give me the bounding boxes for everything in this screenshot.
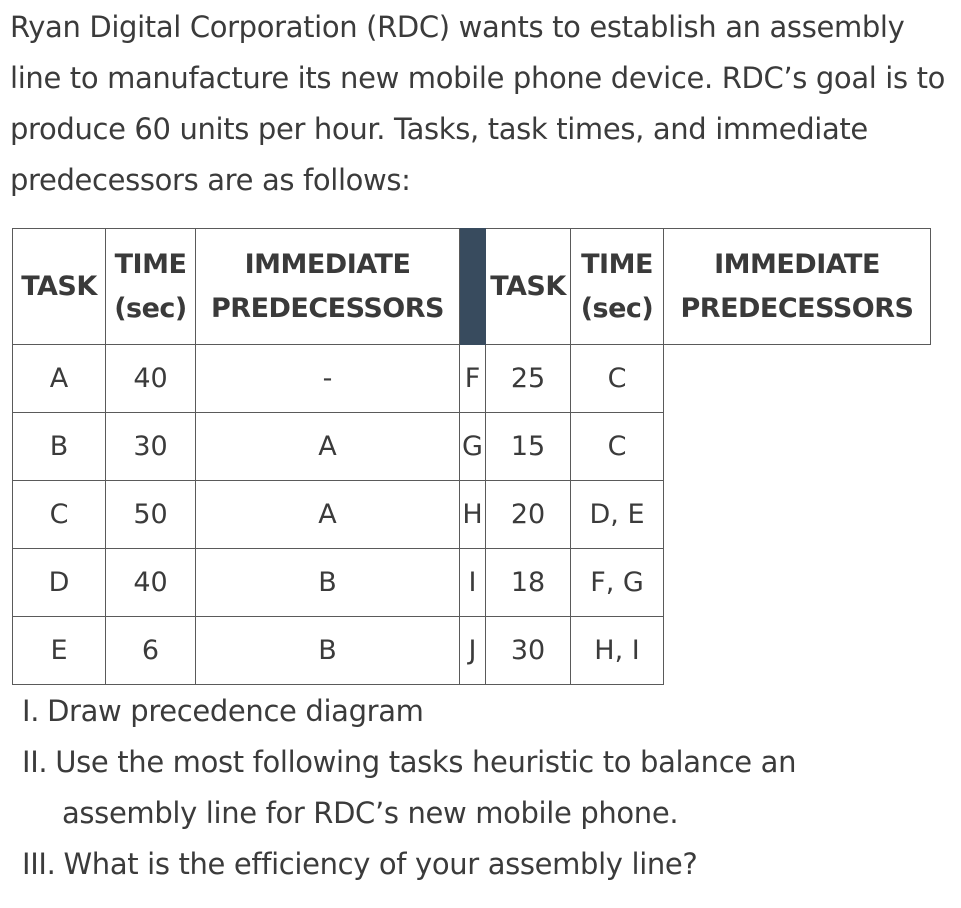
time-cell: 30 <box>106 413 196 481</box>
header-pred-label-1: IMMEDIATE <box>244 248 411 280</box>
header-pred-label-1: IMMEDIATE <box>714 248 880 280</box>
time-cell: 6 <box>106 617 196 685</box>
header-task-left: TASK <box>13 229 106 345</box>
predecessors-cell: A <box>196 413 460 481</box>
question-list <box>22 686 952 890</box>
question-text: Draw precedence diagram <box>47 694 424 728</box>
predecessors-cell: B <box>196 549 460 617</box>
table-row <box>13 617 931 685</box>
question-item <box>22 686 952 737</box>
time-cell: 25 <box>486 345 571 413</box>
table-row <box>13 549 931 617</box>
header-time-unit: (sec) <box>580 292 654 324</box>
table-divider <box>460 229 486 345</box>
header-time-unit: (sec) <box>114 292 187 324</box>
header-time-right <box>571 229 664 345</box>
task-cell: E <box>13 617 106 685</box>
task-cell: A <box>13 345 106 413</box>
time-cell: 30 <box>486 617 571 685</box>
task-cell: B <box>13 413 106 481</box>
predecessors-cell: C <box>571 413 664 481</box>
question-number: II. <box>22 745 48 779</box>
time-cell: 40 <box>106 549 196 617</box>
header-pred-label-2: PREDECESSORS <box>210 292 444 324</box>
header-time-label: TIME <box>581 248 653 280</box>
task-cell: J <box>460 617 486 685</box>
header-time-left <box>106 229 196 345</box>
predecessors-cell: C <box>571 345 664 413</box>
table-row <box>13 413 931 481</box>
time-cell: 20 <box>486 481 571 549</box>
question-item <box>22 839 952 890</box>
table-row <box>13 345 931 413</box>
header-task-right: TASK <box>486 229 571 345</box>
predecessors-cell: F, G <box>571 549 664 617</box>
task-cell: F <box>460 345 486 413</box>
time-cell: 40 <box>106 345 196 413</box>
question-number: III. <box>22 847 56 881</box>
header-pred-label-2: PREDECESSORS <box>680 292 914 324</box>
task-cell: H <box>460 481 486 549</box>
time-cell: 15 <box>486 413 571 481</box>
time-cell: 50 <box>106 481 196 549</box>
predecessors-cell: B <box>196 617 460 685</box>
header-pred-left <box>196 229 460 345</box>
predecessors-cell: D, E <box>571 481 664 549</box>
question-text: What is the efficiency of your assembly line? <box>63 847 698 881</box>
predecessors-cell: A <box>196 481 460 549</box>
header-pred-right <box>664 229 931 345</box>
table-row <box>13 481 931 549</box>
table-header-row <box>13 229 931 345</box>
predecessors-cell: H, I <box>571 617 664 685</box>
problem-intro: Ryan Digital Corporation (RDC) wants to establish an assembly line to manufacture its new mobile phone device. RDC’s goal is to produce 60 units per hour. Tasks, task times, and immediate predecessors are as follows: <box>10 10 946 197</box>
task-table <box>12 228 931 685</box>
question-text: Use the most following tasks heuristic to balance an <box>55 745 797 779</box>
task-cell: C <box>13 481 106 549</box>
task-cell: D <box>13 549 106 617</box>
question-number: I. <box>22 694 40 728</box>
predecessors-cell: - <box>196 345 460 413</box>
question-text-continued: assembly line for RDC’s new mobile phone. <box>62 796 679 830</box>
question-item <box>22 737 952 839</box>
task-cell: G <box>460 413 486 481</box>
time-cell: 18 <box>486 549 571 617</box>
header-time-label: TIME <box>114 248 187 280</box>
task-cell: I <box>460 549 486 617</box>
